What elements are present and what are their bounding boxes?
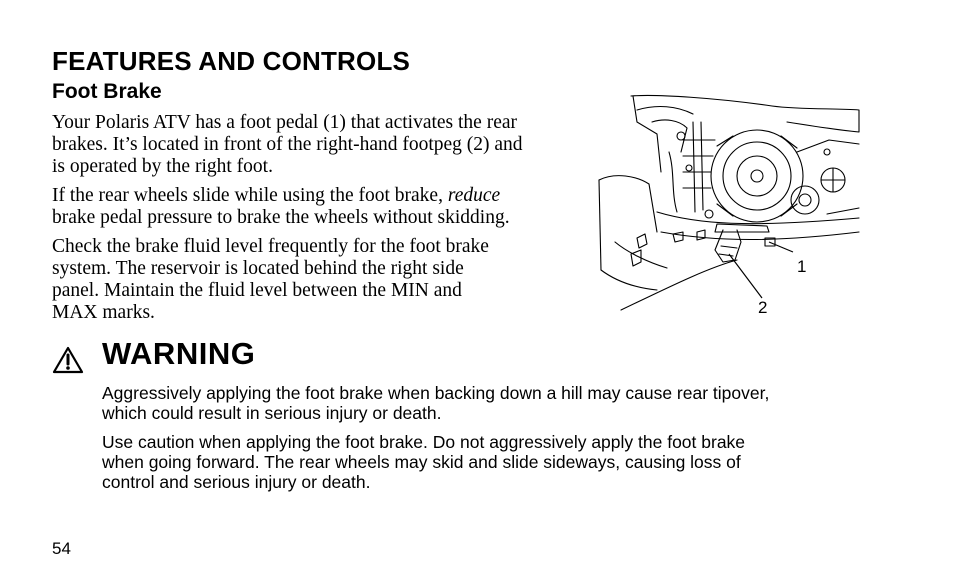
text-line: Use caution when applying the foot brake. Do not aggressively apply the foot brake: [102, 432, 746, 452]
text-line: brake pedal pressure to brake the wheels without skidding.: [52, 207, 510, 228]
callout-2: 2: [758, 298, 768, 317]
subsection-title: Foot Brake: [52, 80, 162, 103]
callout-1: 1: [797, 257, 807, 276]
warning-title: WARNING: [102, 336, 256, 371]
text-line: system. The reservoir is located behind the right side: [52, 258, 464, 279]
text-line: control and serious injury or death.: [102, 472, 371, 492]
warning-triangle-icon: [52, 346, 84, 374]
text-run: If the rear wheels slide while using the foot brake,: [52, 185, 448, 206]
text-line: MAX marks.: [52, 302, 155, 323]
text-line: panel. Maintain the fluid level between the MIN and: [52, 280, 462, 301]
paragraph-brake-fluid: [52, 236, 612, 324]
text-line: when going forward. The rear wheels may skid and slide sideways, causing loss of: [102, 452, 741, 472]
text-line: brakes. It’s located in front of the right-hand footpeg (2) and: [52, 134, 523, 155]
warning-paragraph-tipover: [102, 383, 902, 423]
warning-paragraph-caution: [102, 432, 902, 492]
page-number: 54: [52, 539, 71, 558]
paragraph-wheel-slide: [52, 185, 612, 229]
text-line: [52, 185, 612, 207]
emphasis-reduce: reduce: [447, 185, 501, 206]
text-line: Check the brake fluid level frequently for the foot brake: [52, 236, 489, 257]
text-line: is operated by the right foot.: [52, 156, 273, 177]
section-title: FEATURES AND CONTROLS: [52, 46, 411, 76]
text-line: which could result in serious injury or death.: [102, 403, 442, 423]
text-line: Your Polaris ATV has a foot pedal (1) that activates the rear: [52, 112, 518, 133]
text-line: Aggressively applying the foot brake when backing down a hill may cause rear tipover,: [102, 383, 770, 403]
atv-foot-brake-illustration: [597, 92, 862, 322]
paragraph-foot-pedal: [52, 112, 612, 178]
